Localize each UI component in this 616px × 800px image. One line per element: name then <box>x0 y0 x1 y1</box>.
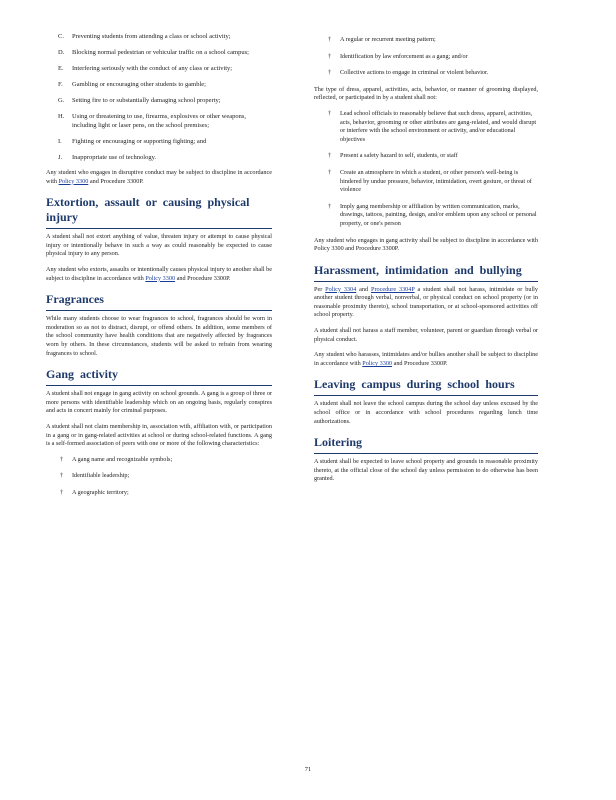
bullet-text: Present a safety hazard to self, students, or staff <box>340 152 458 160</box>
text-run: and Procedure 3300P. <box>175 274 231 282</box>
item-text: Fighting or encouraging or supporting fighting; and <box>72 138 207 145</box>
leaving-campus-section <box>314 377 538 426</box>
procedure-3304p-link[interactable]: Procedure 3304P <box>371 285 415 293</box>
bullet-item <box>314 203 538 229</box>
policy-3300-link[interactable]: Policy 3300 <box>145 274 176 282</box>
paragraph: A student shall not leave the school campus during the school day unless excused by the school office or in accordance with school procedures regarding lunch time authorizations. <box>314 400 538 425</box>
section-heading: Extortion, assault or causing physical injury <box>46 195 272 229</box>
right-column <box>314 36 538 491</box>
item-text: Blocking normal pedestrian or vehicular traffic on a school campus; <box>72 49 249 56</box>
list-item <box>46 137 272 146</box>
bullet-item <box>314 169 538 195</box>
text-run: Any student who extorts, assaults or intentionally causes physical injury to another shall be subject to discipline in accordance with <box>46 265 272 282</box>
list-item <box>46 112 272 130</box>
list-item <box>46 48 272 57</box>
item-letter: G. <box>58 97 65 104</box>
item-letter: H. <box>58 113 65 120</box>
bullet-text: Lead school officials to reasonably believe that such dress, apparel, activities, acts, behavior, grooming or other attributes are gang-related, and would disrupt or interfere with the school environment or activity, and/or educational objectives <box>340 109 537 143</box>
item-text: Gambling or encouraging other students to gamble; <box>72 81 206 88</box>
list-item <box>46 96 272 105</box>
bullet-text: A gang name and recognizable symbols; <box>72 455 173 463</box>
bullet-icon: † <box>328 69 332 77</box>
section-heading: Leaving campus during school hours <box>314 377 538 396</box>
policy-3300-text: Policy 3300 <box>314 245 344 253</box>
paragraph: The type of dress, apparel, activities, acts, behavior, or manner of grooming displayed, reflected, or participated in by a student shall not: <box>314 85 538 102</box>
paragraph <box>46 266 272 283</box>
bullet-item <box>46 456 272 465</box>
paragraph: A student shall be expected to leave school property and grounds in reasonable proximity thereto, at the official close of the school day unless permission to do otherwise has been granted. <box>314 458 538 483</box>
bullet-icon: † <box>328 36 332 43</box>
paragraph: A student shall not extort anything of value, threaten injury or attempt to cause physical injury or intentionally behave in such a way as could reasonably be expected to cause physical injury to any person. <box>46 233 272 258</box>
bullet-item <box>314 69 538 78</box>
bullet-icon: † <box>60 488 64 496</box>
bullet-icon: † <box>328 168 332 176</box>
left-column <box>46 32 272 505</box>
list-item <box>46 80 272 89</box>
fragrances-section <box>46 292 272 358</box>
paragraph: A student shall not harass a staff member, volunteer, parent or guardian through verbal or physical conduct. <box>314 327 538 343</box>
text-run: Any student who engages in gang activity shall be subject to discipline in accordance with <box>314 236 538 244</box>
list-item <box>46 32 272 41</box>
item-text: Setting fire to or substantially damaging school property; <box>72 97 221 104</box>
bullet-item <box>314 110 538 144</box>
text-run: Any student who harasses, intimidates and/or bullies another shall be subject to discipline in accordance with <box>314 351 538 367</box>
bullet-text: Collective actions to engage in criminal or violent behavior. <box>340 69 489 77</box>
item-letter: F. <box>58 81 63 88</box>
gang-section <box>46 367 272 497</box>
bullet-item <box>314 36 538 45</box>
paragraph: While many students choose to wear fragrances to school, fragrances should be worn in moderation so as not to distract, disrupt, or offend others. In addition, some members of the school community have health conditions that are negatively affected by fragrances worn by others. In these circumstances, students will be asked to refrain from wearing fragrances to school. <box>46 315 272 357</box>
harassment-section <box>314 263 538 369</box>
section-heading: Loitering <box>314 435 538 454</box>
policy-3304-link[interactable]: Policy 3304 <box>325 285 357 293</box>
bullet-icon: † <box>328 152 332 160</box>
list-item <box>46 64 272 73</box>
section-heading: Harassment, intimidation and bullying <box>314 263 538 282</box>
paragraph <box>314 237 538 254</box>
bullet-text: A geographic territory; <box>72 488 129 496</box>
bullet-text: A regular or recurrent meeting pattern; <box>340 36 436 43</box>
bullet-icon: † <box>60 455 64 463</box>
bullet-item <box>314 152 538 161</box>
item-letter: E. <box>58 65 64 72</box>
text-run: Per <box>314 285 326 293</box>
bullet-item <box>46 489 272 498</box>
bullet-icon: † <box>60 472 64 480</box>
bullet-text: Identification by law enforcement as a gang; and/or <box>340 52 468 60</box>
text-run: and <box>356 285 371 293</box>
page-number: 71 <box>304 766 312 773</box>
paragraph: A student shall not engage in gang activity on school grounds. A gang is a group of three or more persons with identifiable leadership which on an ongoing basis, regularly conspires and acts in concert mainly for criminal purposes. <box>46 390 272 415</box>
paragraph: A student shall not claim membership in, association with, affiliation with, or participation in a gang or in gang-related activities at school or during school-related functions. A gang is a self-formed association of peers with one or more of the following characteristics: <box>46 422 272 448</box>
item-text: Preventing students from attending a class or school activity; <box>72 33 231 40</box>
list-item <box>46 153 272 162</box>
bullet-icon: † <box>328 202 332 210</box>
item-letter: D. <box>58 49 65 56</box>
text-run: and Procedure 3300P. <box>392 359 448 367</box>
text-run: and Procedure 3300P. <box>343 245 400 253</box>
bullet-text: Identifiable leadership; <box>72 472 130 480</box>
text-run: a student shall not harass, intimidate or bully another student through verbal, nonverbal, or physical conduct on school property (or in reasonable proximity thereto), school transportation, or at school-sponsored activities off school property. <box>314 285 538 319</box>
bullet-item <box>46 472 272 481</box>
item-text: Inappropriate use of technology. <box>72 154 157 161</box>
section-heading: Fragrances <box>46 292 272 311</box>
disruptive-consequence-paragraph <box>46 169 272 186</box>
section-heading: Gang activity <box>46 367 272 386</box>
policy-3300-link[interactable]: Policy 3300 <box>362 359 393 367</box>
item-text: Interfering seriously with the conduct of any class or activity; <box>72 65 233 72</box>
bullet-text: Create an atmosphere in which a student, or other person's well-being is hindered by undue pressure, behavior, intimidation, overt gesture, or threat of violence <box>340 168 532 194</box>
bullet-icon: † <box>328 109 332 117</box>
paragraph <box>314 286 538 320</box>
paragraph <box>314 351 538 368</box>
text-run: Any student who engages in disruptive conduct may be subject to discipline in accordance with <box>46 169 272 185</box>
bullet-text: Imply gang membership or affiliation by written communication, marks, drawings, tattoos, painting, design, and/or emblem upon any school or personal property, or one's person <box>340 202 537 227</box>
item-letter: C. <box>58 33 64 40</box>
loitering-section <box>314 435 538 484</box>
bullet-item <box>314 53 538 62</box>
item-letter: J. <box>58 154 63 161</box>
bullet-icon: † <box>328 52 332 60</box>
item-letter: I. <box>58 138 62 145</box>
item-text: Using or threatening to use, firearms, explosives or other weapons, including light or laser pens, on the school premises; <box>72 113 247 129</box>
policy-3300-link[interactable]: Policy 3300 <box>58 177 89 185</box>
continued-list <box>46 32 272 162</box>
extortion-section <box>46 195 272 283</box>
text-run: and Procedure 3300P. <box>88 177 144 185</box>
